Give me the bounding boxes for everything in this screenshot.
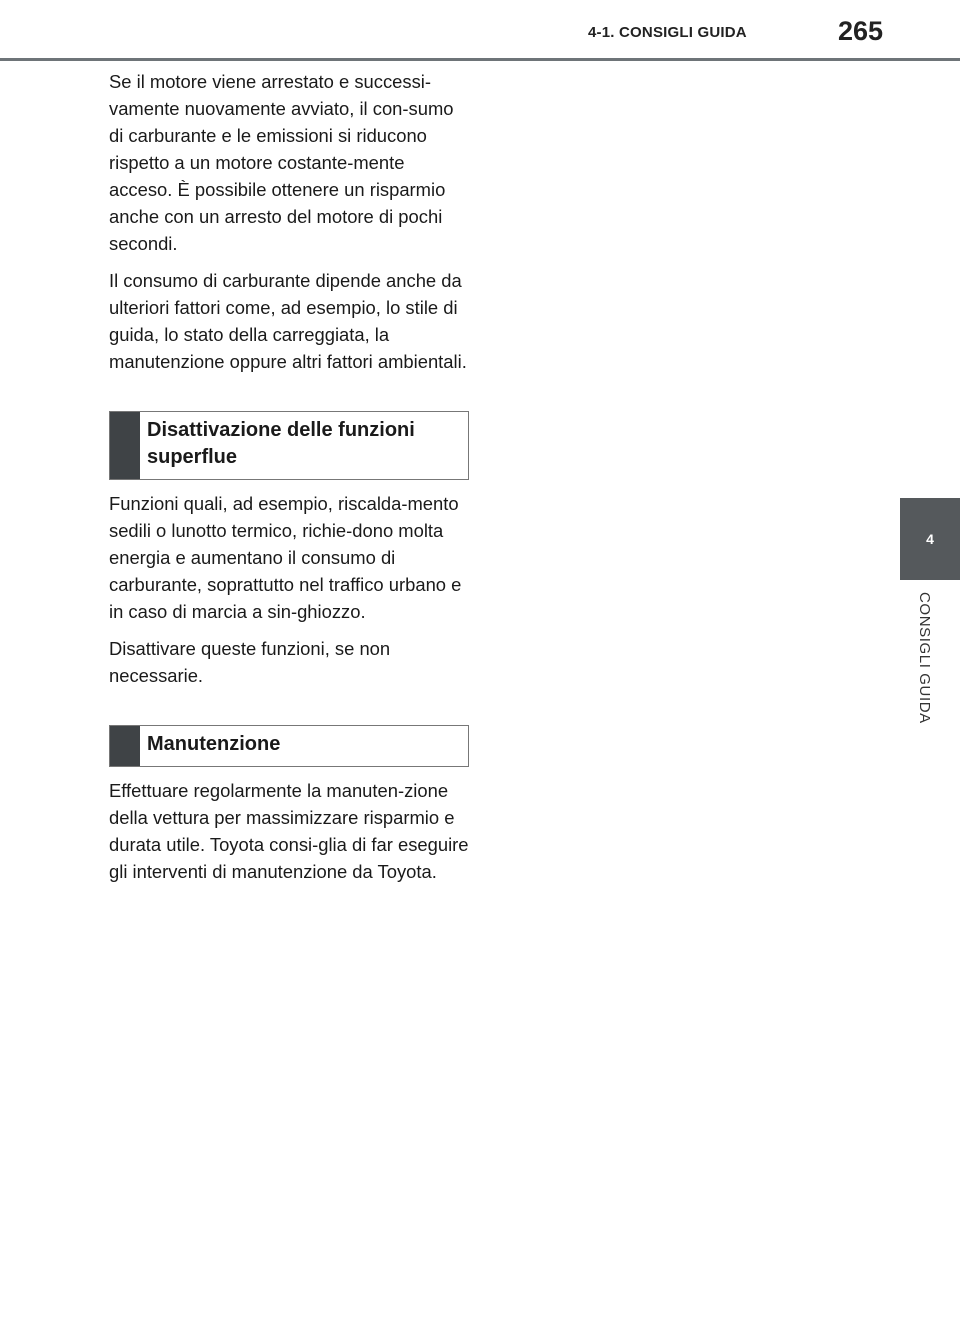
content-column [109, 68, 469, 895]
paragraph-disable: Disattivare queste funzioni, se non necessarie. [109, 638, 391, 686]
paragraph-consumption-factors: Il consumo di carburante dipende anche da ulteriori fattori come, ad esempio, lo stile di guida, lo stato della carreggiata, la manutenzione oppure altri fattori ambientali. [109, 270, 467, 372]
heading-disable-functions [109, 411, 469, 480]
section-title: 4-1. CONSIGLI GUIDA [588, 24, 747, 41]
page-number: 265 [838, 16, 884, 46]
header-divider [0, 58, 960, 61]
chapter-tab[interactable] [900, 498, 960, 580]
heading-bar [110, 412, 140, 479]
paragraph-maintenance: Effettuare regolarmente la manuten-zione della vettura per massimizzare risparmio e durata utile. Toyota consi-glia di far eseguire gli interventi di manutenzione da Toyota. [109, 780, 469, 882]
paragraph-engine-stop: Se il motore viene arrestato e successi-vamente nuovamente avviato, il con-sumo di carburante e le emissioni si riducono rispetto a un motore costante-mente acceso. È possibile ottenere un risparmio anche con un arresto del motore di pochi secondi. [109, 71, 454, 254]
heading-maintenance [109, 725, 469, 767]
chapter-number: 4 [926, 531, 934, 547]
paragraph-functions: Funzioni quali, ad esempio, riscalda-mento sedili o lunotto termico, richie-dono molta energia e aumentano il consumo di carburante, soprattutto nel traffico urbano e in caso di marcia a sin-ghiozzo. [109, 493, 462, 622]
heading-text: Disattivazione delle funzioni superflue [147, 419, 415, 468]
heading-bar [110, 726, 140, 766]
chapter-label: CONSIGLI GUIDA [916, 592, 933, 724]
heading-text: Manutenzione [147, 733, 281, 755]
